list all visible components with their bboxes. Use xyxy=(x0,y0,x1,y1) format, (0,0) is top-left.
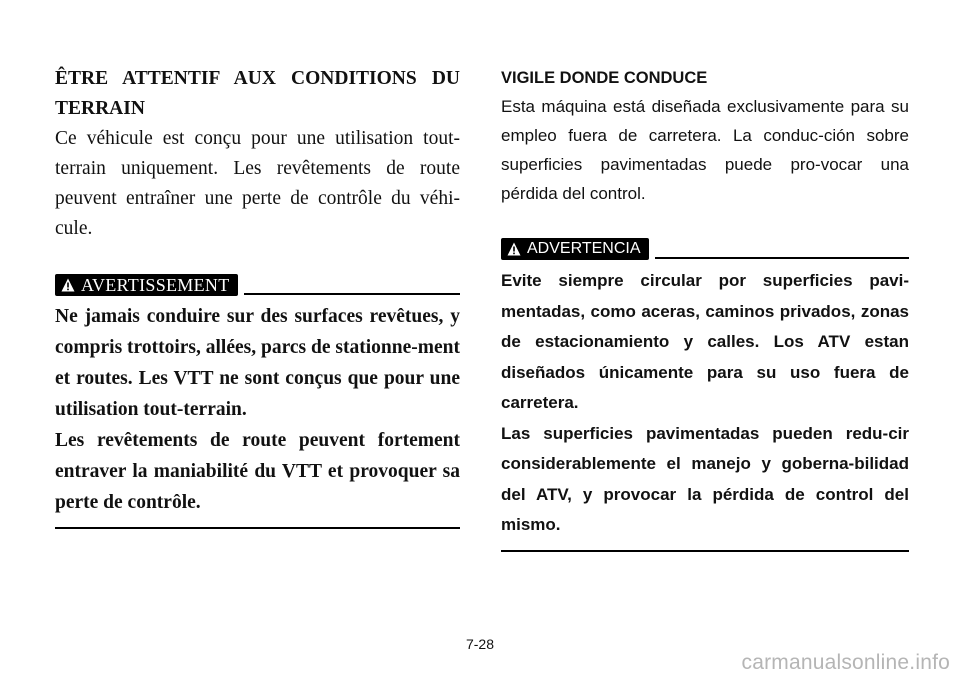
french-warning-header xyxy=(55,274,460,296)
french-heading: ÊTRE ATTENTIF AUX CONDITIONS DU TERRAIN xyxy=(55,68,460,119)
french-warning-text-1: Ne jamais conduire sur des surfaces revêtues, y compris trottoirs, allées, parcs de stationne-ment et routes. Les VTT ne sont conçus que pour une utilisation tout-terrain. xyxy=(55,306,460,420)
spanish-column xyxy=(501,64,909,552)
french-warning-rule xyxy=(244,293,461,295)
spanish-warning-end-rule xyxy=(501,550,909,552)
watermark: carmanualsonline.info xyxy=(741,651,950,674)
spanish-warning-header xyxy=(501,238,909,260)
spanish-warning-rule xyxy=(655,257,909,259)
spanish-warning-badge xyxy=(501,238,649,260)
spanish-heading: VIGILE DONDE CONDUCE xyxy=(501,69,708,87)
french-column xyxy=(55,64,460,529)
french-warning-end-rule xyxy=(55,527,460,529)
spanish-body: Esta máquina está diseñada exclusivamente para su empleo fuera de carretera. La conduc-ción sobre superficies pavimentadas puede pro-vocar una pérdida del control. xyxy=(501,97,909,203)
french-warning-label: AVERTISSEMENT xyxy=(81,274,230,295)
warning-triangle-icon xyxy=(507,242,521,256)
french-warning-text-2: Les revêtements de route peuvent fortement entraver la maniabilité du VTT et provoquer sa perte de contrôle. xyxy=(55,430,460,513)
page-number: 7-28 xyxy=(465,636,495,652)
warning-triangle-icon xyxy=(61,278,75,292)
french-warning-badge xyxy=(55,274,238,296)
spanish-warning-text-1: Evite siempre circular por superficies pavi-mentadas, como aceras, caminos privados, zonas de estacionamiento y calles. Los ATV estan diseñados únicamente para su uso fuera de carretera. xyxy=(501,271,909,412)
spanish-warning-text-2: Las superficies pavimentadas pueden redu-cir considerablemente el manejo y goberna-bilidad del ATV, y provocar la pérdida de control del mismo. xyxy=(501,423,909,534)
spanish-warning-label: ADVERTENCIA xyxy=(527,240,641,257)
french-body: Ce véhicule est conçu pour une utilisation tout-terrain uniquement. Les revêtements de route peuvent entraîner une perte de contrôle du véhi-cule. xyxy=(55,128,460,239)
